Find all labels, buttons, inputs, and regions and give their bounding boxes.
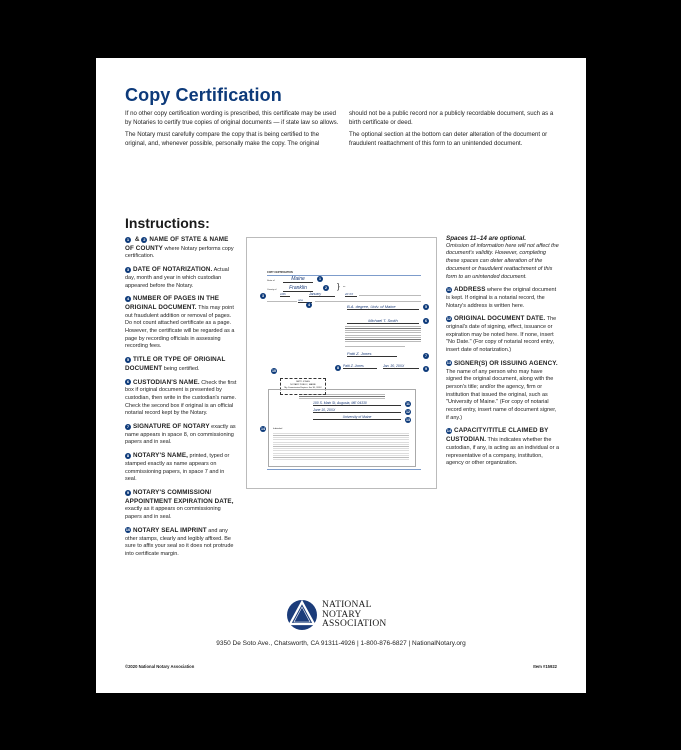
- instruction-text: Actual day, month and year in which custodian appeared before the Notary.: [125, 267, 229, 289]
- form-text-lines: [315, 301, 421, 303]
- instruction-text: The name of any person who may have signed the original document, along with the person's title; and/or the agency, firm or institution that issued the original, such as "University of Maine." (For copy of notarial record entry, insert name of document signer, if any.): [446, 368, 557, 421]
- logo-line: NATIONAL: [322, 600, 372, 610]
- intro-paragraph: The Notary must carefully compare the copy that is being certified to the original, and, whenever possible, personally make the copy. The original: [125, 131, 320, 147]
- form-doc-title: B.A. degree, Univ. of Maine: [347, 304, 419, 310]
- number-badge-icon: 7: [126, 423, 130, 429]
- instruction-item: [125, 379, 237, 419]
- badge-4: 4: [308, 303, 310, 307]
- form-notary-signature: Patti Z. Jones: [347, 351, 397, 357]
- badge-2: 2: [325, 286, 327, 290]
- instruction-item: [125, 489, 237, 522]
- instruction-text: printed, typed or stamped exactly as name appears on commissioning papers, in space 7 and in seal.: [125, 453, 230, 483]
- number-badge-icon: 11: [446, 286, 452, 292]
- form-text-lines: [345, 346, 405, 348]
- number-badge-icon: 3: [126, 266, 130, 272]
- instruction-text: Check the first box if original document is presented by custodian, then write in the custodian's name. Check the second box if original is an official notarial record kept by the Notary.: [125, 379, 237, 417]
- instruction-item: [446, 286, 560, 310]
- instruction-heading: SIGNER(S) OR ISSUING AGENCY.: [454, 359, 558, 367]
- badge-9: 9: [425, 367, 427, 371]
- form-month: January: [309, 292, 335, 297]
- instruction-item: [125, 527, 237, 559]
- form-text-lines: [267, 301, 297, 303]
- instruction-item: [446, 360, 560, 423]
- instruction-heading: SIGNATURE OF NOTARY: [133, 423, 210, 431]
- number-badge-icon: 14: [446, 428, 452, 434]
- instruction-text: exactly as it appears on commissioning papers and in seal.: [125, 506, 221, 521]
- instruction-text: where the original document is kept. If original is a notarial record, the Notary's address is written here.: [446, 287, 557, 309]
- form-address: 100 S. Main St, Augusta, ME 04330: [313, 401, 401, 406]
- form-ss: ss.: [343, 286, 346, 288]
- form-state-value: Maine: [283, 276, 313, 283]
- badge-11: 11: [406, 402, 410, 406]
- badge-12: 12: [406, 410, 410, 414]
- optional-note: [446, 235, 560, 281]
- intro-paragraph: The optional section at the bottom can deter alteration of the document or fraudulent reattachment of this form to an unintended document.: [349, 131, 548, 147]
- optional-heading: Spaces 11–14 are optional.: [446, 235, 527, 242]
- instruction-heading: TITLE OR TYPE OF ORIGINAL DOCUMENT: [125, 356, 226, 372]
- form-text-lines: [359, 295, 421, 297]
- instruction-item: [446, 315, 560, 355]
- page-title: Copy Certification: [125, 85, 282, 105]
- number-badge-icon: 8: [126, 452, 130, 458]
- number-badge-icon: 5: [126, 356, 130, 362]
- instruction-item: [125, 356, 237, 373]
- form-pages: one: [298, 298, 312, 303]
- instruction-item: [125, 236, 237, 261]
- number-badge-icon: 1: [126, 236, 130, 242]
- instruction-text: The original's date of signing, effect, issuance or expiration may be noted here. If none, insert "No Date." (For copy of notarial record entry, insert date of notarization.): [446, 316, 557, 354]
- separator: &: [133, 236, 142, 243]
- intro-paragraph: should not be a public record nor a publicly recordable document, such as a birth certificate or deed.: [349, 110, 554, 126]
- form-expiration: Jan. 30, 20XX: [383, 364, 419, 369]
- instructions-right-column: [446, 235, 560, 473]
- intro-paragraph: If no other copy certification wording is prescribed, this certificate may be used by Notaries to certify true copies of original documents — if state law so allows.: [125, 110, 339, 126]
- form-custodian: Michael T. Smith: [347, 318, 419, 324]
- badge-1: 1: [319, 277, 321, 281]
- form-state-label: State of: [267, 280, 275, 282]
- instruction-heading: NOTARY'S COMMISSION/ APPOINTMENT EXPIRATION DATE,: [125, 488, 234, 505]
- instruction-text: This indicates whether the custodian, if any, is acting as an individual or a representative of a company, institution, agency or other organization.: [446, 437, 560, 467]
- badge-6: 6: [425, 319, 427, 323]
- instruction-heading: NAME OF STATE & NAME OF COUNTY: [125, 236, 229, 252]
- instruction-heading: NOTARY'S NAME,: [133, 452, 189, 460]
- form-text-lines: [299, 394, 385, 399]
- item-number: Item #15922: [533, 664, 557, 669]
- form-county-value: Franklin: [283, 285, 313, 292]
- document-page: [96, 58, 586, 693]
- badge-5: 5: [425, 305, 427, 309]
- form-capacity-checked: Individual: [273, 428, 283, 430]
- instruction-item: [125, 295, 237, 351]
- instruction-heading: ORIGINAL DOCUMENT DATE.: [454, 315, 546, 323]
- seal-line: NOTARY PUBLIC, MAINE: [290, 384, 316, 386]
- form-heading: COPY CERTIFICATION: [267, 271, 421, 276]
- instruction-text: This may point out fraudulent addition or removal of pages. Do not count attached certificate as a page. However, the certificate will be regarded as a page by recording officials in assessing recording fees.: [125, 304, 235, 350]
- form-text-lines: [273, 433, 409, 461]
- form-notary-name: Patti Z. Jones: [343, 364, 377, 369]
- instruction-heading: NUMBER OF PAGES IN THE ORIGINAL DOCUMENT.: [125, 295, 220, 311]
- number-badge-icon: 12: [446, 315, 452, 321]
- badge-8: 8: [337, 366, 339, 370]
- nna-wordmark: [322, 601, 386, 630]
- instructions-left-column: [125, 236, 237, 564]
- copyright: ©2020 National Notary Association: [125, 664, 195, 669]
- nna-logo: [286, 598, 396, 634]
- instruction-item: [125, 423, 237, 447]
- badge-13: 13: [406, 418, 410, 422]
- footer-address: 9350 De Soto Ave., Chatsworth, CA 91311-4926 | 1-800-876-6827 | NationalNotary.org: [216, 640, 466, 647]
- number-badge-icon: 9: [126, 489, 130, 495]
- intro-right: [349, 110, 561, 152]
- form-doc-date: June 10, 20XX: [313, 408, 401, 413]
- form-text-lines: [345, 326, 421, 342]
- instruction-heading: CAPACITY/TITLE CLAIMED BY CUSTODIAN.: [446, 427, 549, 444]
- badge-3: 3: [262, 294, 264, 298]
- badge-14: 14: [261, 427, 265, 431]
- number-badge-icon: 13: [446, 360, 452, 366]
- badge-10: 10: [272, 369, 276, 373]
- instruction-item: [125, 452, 237, 484]
- form-optional-section: [268, 389, 416, 467]
- form-bottom-rule: [267, 469, 421, 470]
- number-badge-icon: 4: [126, 295, 130, 301]
- form-county-label: County of: [267, 289, 277, 291]
- instruction-text: and any other stamps, clearly and legibly affixed. Be sure to affix your seal so it does not protrude into certificate margin.: [125, 527, 234, 557]
- instruction-heading: CUSTODIAN'S NAME.: [133, 378, 200, 386]
- logo-line: ASSOCIATION: [322, 619, 387, 629]
- number-badge-icon: 10: [125, 527, 131, 533]
- form-brace: }: [337, 282, 340, 291]
- instruction-text: being certified.: [162, 365, 200, 372]
- seal-line: PATTI JONES: [296, 381, 310, 383]
- instructions-title: Instructions:: [125, 215, 210, 231]
- badge-7: 7: [425, 354, 427, 358]
- form-year: 20 XX: [345, 292, 357, 297]
- nna-seal-icon: [286, 598, 318, 632]
- form-day: 10th: [280, 292, 290, 297]
- number-badge-icon: 2: [143, 236, 146, 242]
- instruction-item: [446, 427, 560, 468]
- intro-left: [125, 110, 339, 152]
- instruction-item: [125, 266, 237, 290]
- instruction-text: exactly as name appears in space 8, on commissioning papers and in seal.: [125, 424, 236, 446]
- number-badge-icon: 6: [126, 379, 130, 385]
- sample-certificate-form: [246, 237, 437, 489]
- optional-text: Omission of information here will not affect the document's validity. However, completing these spaces can deter alteration of the document or fraudulent reattachment of this form to an unintended document.: [446, 242, 559, 280]
- instruction-heading: ADDRESS: [454, 286, 486, 294]
- seal-line: My Commission Expires Jan 30, 20XX: [284, 387, 322, 389]
- instruction-text: where Notary performs copy certification.: [125, 245, 234, 260]
- instruction-heading: DATE OF NOTARIZATION.: [133, 266, 213, 274]
- instruction-heading: NOTARY SEAL IMPRINT: [133, 526, 207, 534]
- logo-line: NOTARY: [322, 609, 362, 620]
- form-issuing-agency: University of Maine: [313, 415, 401, 420]
